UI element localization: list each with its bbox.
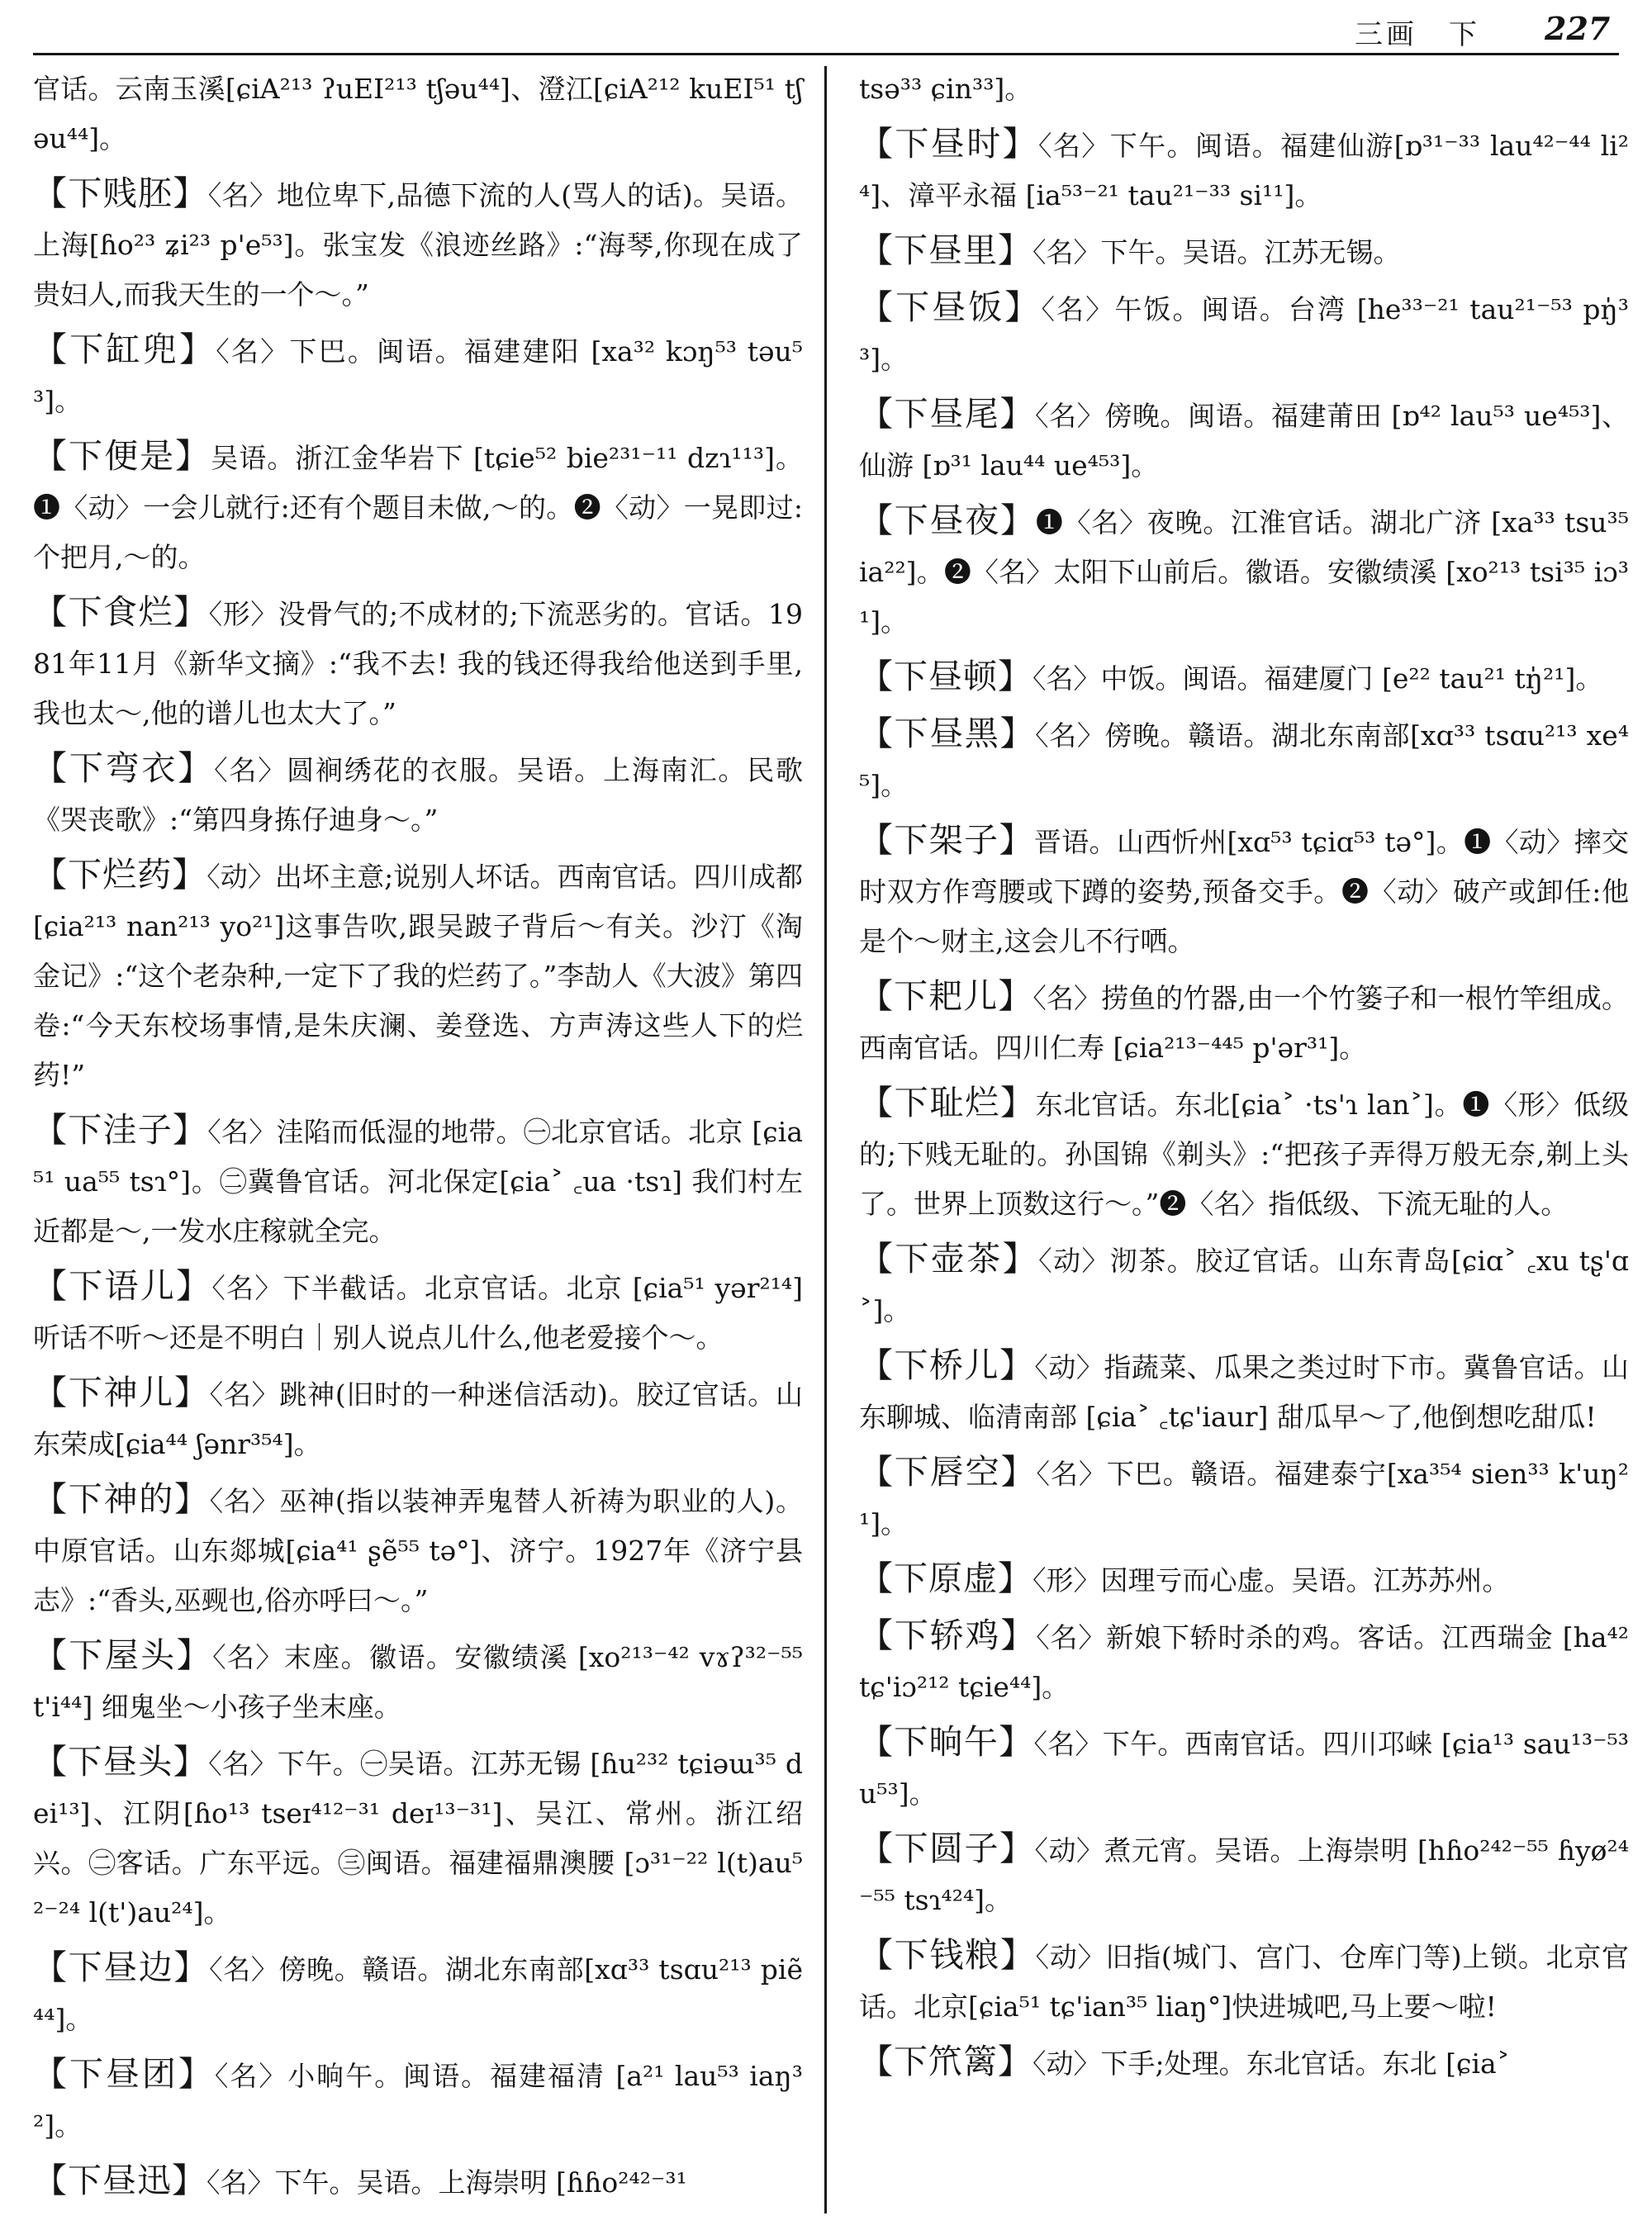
dictionary-entry [859, 2037, 1629, 2089]
running-head: 三画 下 [1355, 18, 1480, 51]
dictionary-entry [859, 282, 1629, 384]
entry-headword: 【 下贱胚 】 [33, 173, 208, 213]
entry-definition: 〈名〉跳神(旧时的一种迷信活动)。胶辽官话。山东荣成[ɕia⁴⁴ ʃənr³⁵⁴]。 [33, 1378, 804, 1460]
entry-definition: 〈名〉下午。㊀吴语。江苏无锡 [ɦu²³² tɕiəɯ³⁵ dei¹³]、江阴[ɦo¹³ tseɪ⁴¹²⁻³¹ deɪ¹³⁻³¹]、吴江、常州。浙江绍兴。㊁客话。广东平远。㊂闽语。福建福鼎澳腰 [ɔ³¹⁻²² l(t)au⁵²⁻²⁴ l(t')au²⁴]。 [33, 1748, 803, 1929]
dictionary-entry [859, 1340, 1629, 1442]
dictionary-entry [33, 1474, 803, 1625]
entry-headword: 【 下圆子 】 [859, 1829, 1035, 1868]
entry-definition: 〈名〉捞鱼的竹器,由一个竹篓子和一根竹竿组成。西南官话。四川仁寿 [ɕia²¹³⁻⁴⁴⁵ p'ər³¹]。 [859, 982, 1630, 1064]
page-number: 227 [1545, 10, 1611, 47]
dictionary-entry [859, 119, 1629, 221]
entry-definition: 〈名〉中饭。闽语。福建厦门 [e²² tau²¹ tŋ̍²¹]。 [1032, 662, 1603, 695]
entry-definition: 晋语。山西忻州[xɑ⁵³ tɕiɑ⁵³ tə°]。❶〈动〉摔交时双方作弯腰或下蹲的姿势,预备交手。❷〈动〉破产或卸任:他是个～财主,这会儿不行哂。 [859, 826, 1630, 957]
entry-definition: 〈名〉下巴。闽语。福建建阳 [xa³² kɔŋ⁵³ təu⁵³]。 [33, 335, 804, 417]
entry-headword: 【 下昼黑 】 [859, 714, 1035, 753]
entry-headword: 【 下昼团 】 [33, 2054, 215, 2094]
entry-headword: 【 下架子 】 [859, 820, 1034, 860]
entry-definition: 〈名〉下午。西南官话。四川邛崃 [ɕia¹³ sau¹³⁻⁵³ u⁵³]。 [859, 1728, 1630, 1810]
dictionary-entry [859, 815, 1629, 966]
entry-headword: 【 下弯衣 】 [33, 748, 214, 788]
entry-definition: ❶〈名〉夜晚。江淮官话。湖北广济 [xa³³ tsu³⁵ ia²²]。❷〈名〉太阳下山前后。徽语。安徽绩溪 [xo²¹³ tsi³⁵ iɔ³¹]。 [859, 506, 1630, 638]
entry-definition: 〈动〉煮元宵。吴语。上海崇明 [hɦo²⁴²⁻⁵⁵ ɦyø²⁴⁻⁵⁵ tsɿ⁴²⁴]。 [859, 1834, 1630, 1916]
entry-headword: 【 下昼头 】 [33, 1742, 208, 1782]
right-column [859, 64, 1629, 2094]
entry-definition: 〈动〉下手;处理。东北官话。东北 [ɕia˃ [1032, 2047, 1511, 2080]
entry-headword: 【 下晌午 】 [859, 1722, 1033, 1762]
dictionary-entry [859, 971, 1629, 1073]
dictionary-entry [859, 389, 1629, 491]
dictionary-entry [859, 225, 1629, 278]
dictionary-entry [33, 2156, 803, 2208]
entry-headword: 【 下钱粮 】 [859, 1935, 1036, 1975]
entry-definition: 〈名〉下巴。赣语。福建泰宁[xa³⁵⁴ sien³³ k'uŋ²¹]。 [859, 1458, 1629, 1540]
dictionary-entry [859, 1447, 1629, 1549]
entry-definition: 〈动〉沏茶。胶辽官话。山东青岛[ɕiɑ˃ ꜀xu tʂ'ɑ˃]。 [859, 1245, 1630, 1326]
entry-definition: 〈名〉傍晚。赣语。湖北东南部[xɑ³³ tsɑu²¹³ piẽ⁴⁴]。 [33, 1953, 804, 2035]
entry-definition: 〈名〉新娘下轿时杀的鸡。客话。江西瑞金 [ha⁴² tɕ'iɔ²¹² tɕie⁴⁴]。 [859, 1621, 1630, 1703]
entry-headword: 【 下语儿 】 [33, 1266, 211, 1306]
entry-headword: 【 下昼夜 】 [859, 501, 1036, 540]
entry-definition: 〈动〉出坏主意;说别人坏话。西南官话。四川成都[ɕia²¹³ nan²¹³ yo²¹]这事告吹,跟吴跛子背后～有关。沙汀《淘金记》:“这个老杂种,一定下了我的烂药了。”李劼人《大波》第四卷:“今天东校场事情,是朱庆澜、姜登选、方声涛这些人下的烂药!” [33, 861, 804, 1091]
page-header [0, 0, 1652, 66]
entry-headword: 【 下原虚 】 [859, 1559, 1032, 1598]
entry-definition: 〈名〉下午。闽语。福建仙游[ɒ³¹⁻³³ lau⁴²⁻⁴⁴ li²⁴]、漳平永福 [ia⁵³⁻²¹ tau²¹⁻³³ si¹¹]。 [859, 130, 1630, 211]
entry-definition: 〈形〉因理亏而心虚。吴语。江苏苏州。 [1032, 1564, 1510, 1597]
entry-headword: 【 下昼尾 】 [859, 394, 1035, 434]
dictionary-entry [859, 1234, 1629, 1336]
dictionary-entry [33, 325, 803, 426]
entry-definition: 〈名〉下午。吴语。上海崇明 [ɦɦo²⁴²⁻³¹ [206, 2166, 687, 2199]
entry-headword: 【 下神的 】 [33, 1479, 210, 1519]
entry-definition: 〈动〉指蔬菜、瓜果之类过时下市。冀鲁官话。山东聊城、临清南部 [ɕia˃ ꜀tɕ'iaur] 甜瓜早～了,他倒想吃甜瓜! [859, 1351, 1630, 1433]
entry-headword: 【 下神儿 】 [33, 1373, 210, 1412]
dictionary-entry [859, 64, 1629, 114]
entry-headword: 【 下笊篱 】 [859, 2042, 1032, 2081]
entry-headword: 【 下耙儿 】 [859, 976, 1032, 1016]
dictionary-entry [859, 1611, 1629, 1712]
entry-headword: 【 下昼时 】 [859, 124, 1038, 164]
entry-headword: 【 下昼边 】 [33, 1948, 209, 1987]
entry-definition: 〈名〉下午。吴语。江苏无锡。 [1032, 236, 1401, 268]
entry-definition: 〈名〉巫神(指以装神弄鬼替人祈祷为职业的人)。中原官话。山东郯城[ɕia⁴¹ ʂẽ⁵⁵ tə°]、济宁。1927年《济宁县志》:“香头,巫觋也,俗亦呼曰～。” [33, 1485, 804, 1616]
entry-headword: 【 下烂药 】 [33, 855, 206, 894]
dictionary-entry [859, 652, 1629, 704]
entry-headword: 【 下桥儿 】 [859, 1345, 1034, 1385]
header-rule [33, 53, 1619, 55]
entry-definition: 〈名〉地位卑下,品德下流的人(骂人的话)。吴语。上海[ɦo²³ ʑi²³ p'e⁵³]。张宝发《浪迹丝路》:“海琴,你现在成了贵妇人,而我天生的一个～。” [33, 179, 804, 311]
entry-headword: 【 下昼迅 】 [33, 2161, 206, 2200]
dictionary-entry [859, 1930, 1629, 2032]
dictionary-entry [33, 1368, 803, 1469]
dictionary-entry [33, 850, 803, 1100]
entry-definition: 〈名〉傍晚。闽语。福建莆田 [ɒ⁴² lau⁵³ ue⁴⁵³]、仙游 [ɒ³¹ lau⁴⁴ ue⁴⁵³]。 [859, 400, 1630, 482]
entry-headword: 【 下食烂 】 [33, 592, 209, 632]
entry-definition: 〈形〉没骨气的;不成材的;下流恶劣的。官话。1981年11月《新华文摘》:“我不去! 我的钱还得我给他送到手里,我也太～,他的谱儿也太大了。” [33, 598, 804, 729]
entry-definition: 〈名〉小晌午。闽语。福建福清 [a²¹ lau⁵³ iaŋ³²]。 [33, 2060, 804, 2142]
entry-headword: 【 下唇空 】 [859, 1452, 1037, 1492]
entry-headword: 【 下洼子 】 [33, 1110, 207, 1150]
dictionary-entry [859, 1717, 1629, 1819]
entry-headword: 【 下便是 】 [33, 436, 211, 476]
dictionary-entry [33, 1105, 803, 1256]
entry-headword: 【 下屋头 】 [33, 1635, 212, 1675]
dictionary-entry [33, 1737, 803, 1938]
dictionary-entry [859, 1554, 1629, 1606]
entry-headword: 【 下昼里 】 [859, 230, 1032, 270]
dictionary-entry [859, 496, 1629, 647]
entry-definition: 〈名〉下半截话。北京官话。北京 [ɕia⁵¹ yər²¹⁴]听话不听～还是不明白｜别人说点儿什么,他老爱接个～。 [33, 1272, 804, 1354]
entry-definition: 〈名〉午饭。闽语。台湾 [he³³⁻²¹ tau²¹⁻⁵³ pŋ̍³³]。 [859, 293, 1630, 375]
dictionary-entry [859, 709, 1629, 810]
entry-headword: 【 下昼饭 】 [859, 287, 1042, 327]
dictionary-entry [33, 168, 803, 320]
dictionary-entry [859, 1824, 1629, 1925]
entry-definition: 〈动〉旧指(城门、宫门、仓库门等)上锁。北京官话。北京[ɕia⁵¹ tɕ'ian³⁵ liaŋ°]快进城吧,马上要～啦! [859, 1941, 1630, 2023]
entry-definition: 〈名〉洼陷而低湿的地带。㊀北京官话。北京 [ɕia⁵¹ ua⁵⁵ tsɿ°]。㊁冀鲁官话。河北保定[ɕia˃ ꜀ua ·tsɿ] 我们村左近都是～,一发水庄稼就全完。 [33, 1116, 804, 1247]
entry-headword: 【 下轿鸡 】 [859, 1616, 1036, 1655]
dictionary-entry [33, 64, 803, 164]
dictionary-entry [33, 743, 803, 845]
column-divider [824, 66, 827, 2213]
entry-definition: tsə³³ ɕin³³]。 [859, 73, 1032, 105]
dictionary-entry [33, 1261, 803, 1363]
dictionary-entry [859, 1078, 1629, 1229]
entry-definition: 东北官话。东北[ɕia˃ ·ts'ɿ lan˃]。❶〈形〉低级的;下贱无耻的。孙国锦《剃头》:“把孩子弄得万般无奈,剃上头了。世界上顶数这行～。”❷〈名〉指低级、下流无耻的人。 [859, 1089, 1630, 1220]
entry-definition: 官话。云南玉溪[ɕiA²¹³ ʔuEI²¹³ tʃəu⁴⁴]、澄江[ɕiA²¹² kuEI⁵¹ tʃəu⁴⁴]。 [33, 73, 803, 154]
entry-headword: 【 下耻烂 】 [859, 1083, 1036, 1122]
entry-headword: 【 下缸兜 】 [33, 330, 216, 369]
entry-headword: 【 下昼顿 】 [859, 657, 1032, 696]
entry-definition: 〈名〉圆裥绣花的衣服。吴语。上海南汇。民歌《哭丧歌》:“第四身拣仔迪身～。” [33, 754, 804, 836]
entry-definition: 〈名〉傍晚。赣语。湖北东南部[xɑ³³ tsɑu²¹³ xe⁴⁵]。 [859, 719, 1630, 801]
left-column [33, 64, 803, 2213]
entry-definition: 〈名〉末座。徽语。安徽绩溪 [xo²¹³⁻⁴² vɤʔ³²⁻⁵⁵ t'i⁴⁴] 细鬼坐～小孩子坐末座。 [33, 1641, 804, 1723]
dictionary-entry [33, 2049, 803, 2151]
entry-headword: 【 下壶茶 】 [859, 1239, 1038, 1279]
entry-definition: 吴语。浙江金华岩下 [tɕie⁵² bie²³¹⁻¹¹ dzɿ¹¹³]。❶〈动〉一会儿就行:还有个题目未做,～的。❷〈动〉一晃即过:个把月,～的。 [33, 442, 804, 573]
dictionary-entry [33, 1630, 803, 1732]
dictionary-entry [33, 431, 803, 582]
dictionary-entry [33, 587, 803, 738]
dictionary-entry [33, 1943, 803, 2044]
